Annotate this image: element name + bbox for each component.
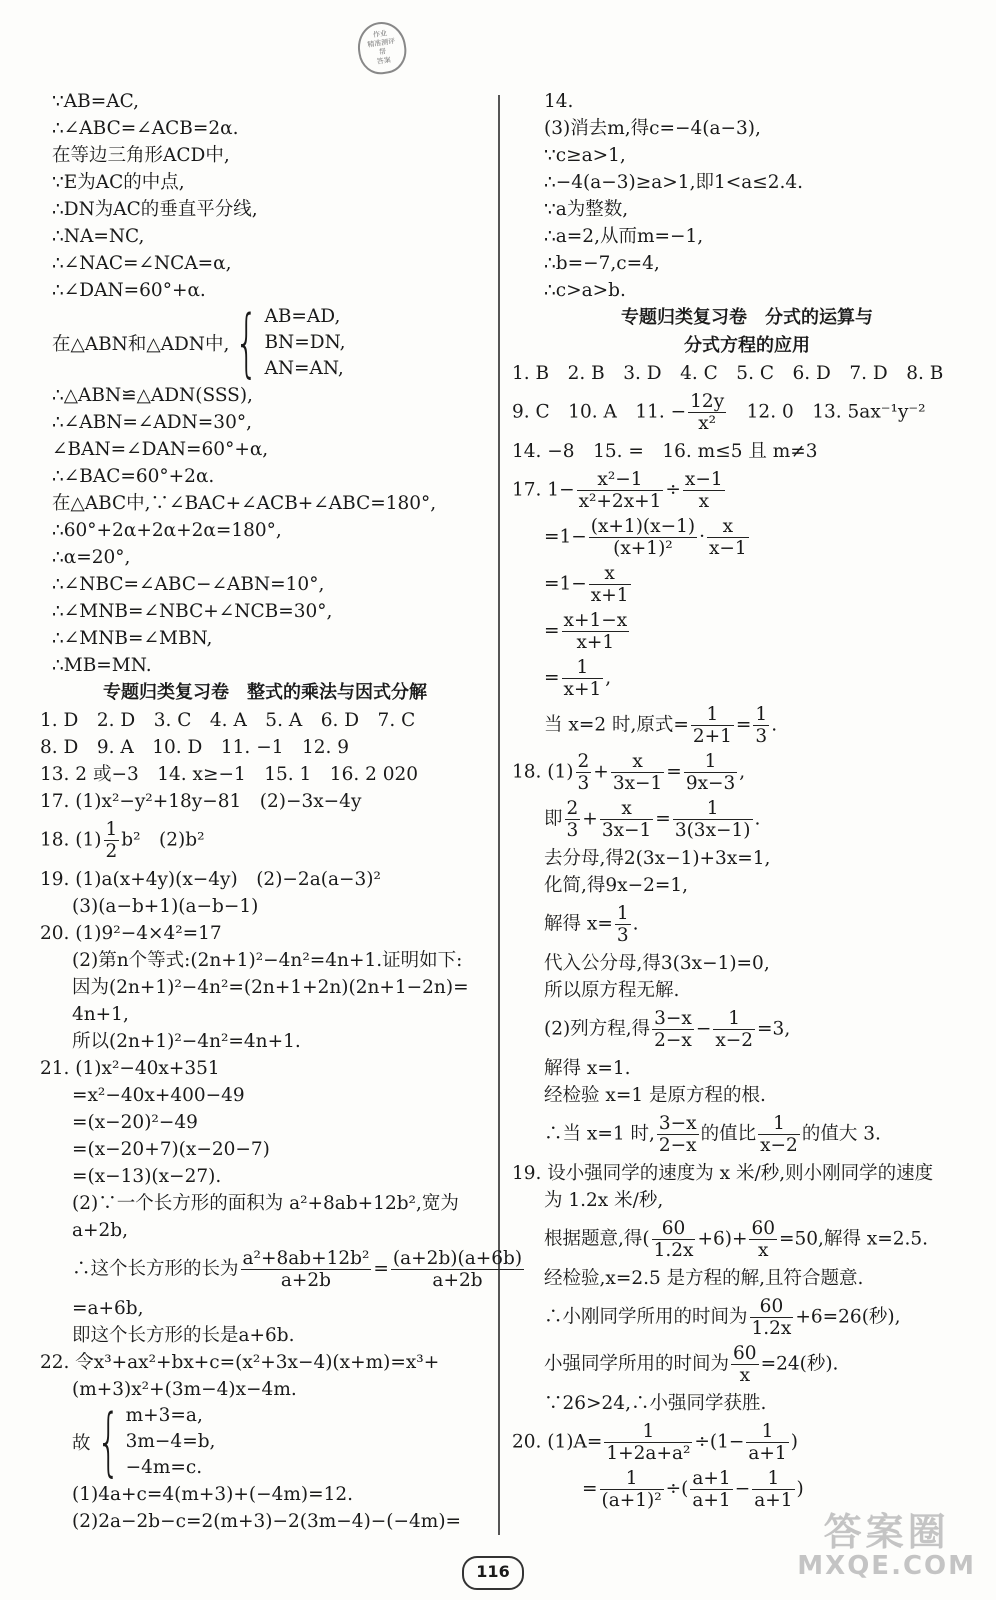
text-line: 19. 设小强同学的速度为 x 米/秒,则小刚同学的速度 bbox=[512, 1163, 934, 1184]
answer-line: 14. −8 15. = 16. m≤5 且 m≠3 bbox=[512, 441, 818, 462]
answer-line: ∵c≥a>1, bbox=[544, 145, 626, 166]
text-line: 为 1.2x 米/秒, bbox=[544, 1190, 664, 1211]
answer-line: 所以(2n+1)²−4n²=4n+1. bbox=[72, 1031, 301, 1052]
answer-line: =(x−13)(x−27). bbox=[72, 1166, 222, 1187]
answer-line: (2)第n个等式:(2n+1)²−4n²=4n+1.证明如下: bbox=[72, 950, 463, 971]
text-line: 所以原方程无解. bbox=[544, 980, 680, 1001]
answer-line: 1. D 2. D 3. C 4. A 5. A 6. D 7. C bbox=[40, 710, 416, 731]
math-line: ∴当 x=1 时, $\frac{3-x}{2-x}$ 的值比 $\frac{1}{x-2}$ 的值大 3. bbox=[544, 1113, 881, 1156]
answer-line: a+2b, bbox=[72, 1220, 129, 1241]
text-line: 在等边三角形ACD中, bbox=[52, 145, 230, 166]
answer-line: 8. D 9. A 10. D 11. −1 12. 9 bbox=[40, 737, 350, 758]
text-line: 去分母,得2(3x−1)+3x=1, bbox=[544, 848, 771, 869]
text-line: ∵E为AC的中点, bbox=[52, 172, 185, 193]
answer-line: 18. (1) $\frac{1}{2}$ b² (2)b² bbox=[40, 819, 205, 862]
text-line: ∴∠ABN=∠ADN=30°, bbox=[52, 412, 252, 433]
answer-line: 1. B 2. B 3. D 4. C 5. C 6. D 7. D 8. B bbox=[512, 363, 944, 384]
text-line: ∴NA=NC, bbox=[52, 226, 145, 247]
fraction: $\frac{(a+2b)(a+6b)}{a+2b}$ bbox=[392, 1248, 523, 1291]
text-line: 解得 x=1. bbox=[544, 1058, 631, 1079]
watermark-logo: 答案圈 MXQE.COM bbox=[797, 1510, 976, 1581]
text-line: ∠BAN=∠DAN=60°+α, bbox=[52, 439, 269, 460]
math-line: 即 $\frac{2}{3}$ + $\frac{x}{3x-1}$ = $\frac{1}{3(3x-1)}$ . bbox=[544, 798, 761, 841]
text-line: ∴60°+2α+2α+2α=180°, bbox=[52, 520, 282, 541]
text-line: ∴∠ABC=∠ACB=2α. bbox=[52, 118, 239, 139]
left-column bbox=[40, 88, 523, 1535]
text-line: ∴α=20°, bbox=[52, 547, 131, 568]
answer-line: ∴c>a>b. bbox=[544, 280, 626, 301]
system-line: AN=AN, bbox=[264, 358, 344, 379]
answer-line: ∴−4(a−3)≥a>1,即1<a≤2.4. bbox=[544, 172, 804, 193]
text-line: ∴∠NAC=∠NCA=α, bbox=[52, 253, 232, 274]
text-line: ∴∠DAN=60°+α. bbox=[52, 280, 206, 301]
text-line: ∴DN为AC的垂直平分线, bbox=[52, 199, 258, 220]
answer-line: =(x−20+7)(x−20−7) bbox=[72, 1139, 270, 1160]
answer-line: (3)消去m,得c=−4(a−3), bbox=[544, 118, 761, 139]
math-line: 小强同学所用的时间为 $\frac{60}{x}$ =24(秒). bbox=[544, 1343, 839, 1386]
system-prefix: 在△ABN和△ADN中, bbox=[52, 334, 230, 355]
right-column bbox=[512, 88, 982, 1515]
math-line: =1− $\frac{x}{x+1}$ bbox=[544, 563, 629, 606]
page-number: 116 bbox=[462, 1556, 524, 1590]
math-line: 当 x=2 时,原式= $\frac{1}{2+1}$ = $\frac{1}{3}$ . bbox=[544, 704, 778, 747]
answer-line: 22. 令x³+ax²+bx+c=(x²+3x−4)(x+m)=x³+ bbox=[40, 1352, 440, 1373]
text-line: 在△ABC中,∵∠BAC+∠ACB+∠ABC=180°, bbox=[52, 493, 437, 514]
fraction: $\frac{1}{2}$ bbox=[105, 819, 118, 862]
math-line: (2)列方程,得 $\frac{3-x}{2-x}$ − $\frac{1}{x-2}$ =3, bbox=[544, 1008, 791, 1051]
answer-line: =a+6b, bbox=[72, 1298, 144, 1319]
answer-line: 17. (1)x²−y²+18y−81 (2)−3x−4y bbox=[40, 791, 362, 812]
text-line: 化简,得9x−2=1, bbox=[544, 875, 689, 896]
brace-icon: { bbox=[235, 300, 259, 386]
answer-line: 即这个长方形的长是a+6b. bbox=[72, 1325, 295, 1346]
brace-icon: { bbox=[96, 1399, 120, 1485]
text-line: ∴∠MNB=∠MBN, bbox=[52, 628, 213, 649]
text-line: ∴∠BAC=60°+2α. bbox=[52, 466, 215, 487]
answer-line: =(x−20)²−49 bbox=[72, 1112, 198, 1133]
math-line: 20. (1)A= $\frac{1}{\text{1+2a+a²}}$ ÷(1− $\frac{1}{a+1}$ ) bbox=[512, 1421, 798, 1464]
math-line: 18. (1) $\frac{2}{3}$ + $\frac{x}{3x-1}$ = $\frac{1}{9x-3}$ , bbox=[512, 751, 746, 794]
answer-line: ∴b=−7,c=4, bbox=[544, 253, 660, 274]
equation-system bbox=[40, 300, 490, 386]
answer-line: ∴这个长方形的长为 $\frac{\text{a²+8ab+12b²}}{a+2b}$ = $\frac{(a+2b)(a+6b)}{a+2b}$ bbox=[72, 1248, 523, 1291]
math-line: = $\frac{1}{\text{(a+1)²}}$ ÷( $\frac{a+1}{a+1}$ − $\frac{1}{a+1}$ ) bbox=[582, 1468, 804, 1511]
text-line: ∵26>24,∴小强同学获胜. bbox=[544, 1393, 767, 1414]
answer-line: 4n+1, bbox=[72, 1004, 129, 1025]
answer-line: 20. (1)9²−4×4²=17 bbox=[40, 923, 222, 944]
text-line: ∴∠NBC=∠ABC−∠ABN=10°, bbox=[52, 574, 325, 595]
answer-line: =x²−40x+400−49 bbox=[72, 1085, 245, 1106]
system-line: BN=DN, bbox=[264, 332, 346, 353]
answer-line: 13. 2 或−3 14. x≥−1 15. 1 16. 2 020 bbox=[40, 764, 419, 785]
text-line: ∴MB=MN. bbox=[52, 655, 152, 676]
text-line: 代入公分母,得3(3x−1)=0, bbox=[544, 953, 770, 974]
answer-line: (m+3)x²+(3m−4)x−4m. bbox=[72, 1379, 297, 1400]
answer-line: 14. bbox=[544, 91, 574, 112]
text-line: ∴∠MNB=∠NBC+∠NCB=30°, bbox=[52, 601, 333, 622]
math-line: 17. 1− $\frac{\text{x²−1}}{\text{x²+2x+1}}$ ÷ $\frac{x-1}{x}$ bbox=[512, 469, 723, 512]
text-line: ∵AB=AC, bbox=[52, 91, 139, 112]
answer-line: 因为(2n+1)²−4n²=(2n+1+2n)(2n+1−2n)= bbox=[72, 977, 469, 998]
text-line: 经检验 x=1 是原方程的根. bbox=[544, 1085, 766, 1106]
fraction: $\frac{\text{a²+8ab+12b²}}{a+2b}$ bbox=[242, 1248, 370, 1291]
answer-line: ∴a=2,从而m=−1, bbox=[544, 226, 704, 247]
math-line: 解得 x= $\frac{1}{3}$ . bbox=[544, 903, 639, 946]
column-divider bbox=[498, 95, 500, 1535]
answer-line: (2)2a−2b−c=2(m+3)−2(3m−4)−(−4m)= bbox=[72, 1511, 462, 1532]
answer-line: (3)(a−b+1)(a−b−1) bbox=[72, 896, 259, 917]
section-title: 专题归类复习卷 整式的乘法与因式分解 bbox=[103, 682, 427, 703]
answer-line: 9. C 10. A 11. − $\frac{12y}{\text{x²}}$ 12. 0 13. 5ax⁻¹y⁻² bbox=[512, 391, 926, 434]
answer-line: (2)∵一个长方形的面积为 a²+8ab+12b²,宽为 bbox=[72, 1193, 459, 1214]
answer-line: 19. (1)a(x+4y)(x−4y) (2)−2a(a−3)² bbox=[40, 869, 381, 890]
text-line: 经检验,x=2.5 是方程的解,且符合题意. bbox=[544, 1268, 864, 1289]
answer-line: 21. (1)x²−40x+351 bbox=[40, 1058, 220, 1079]
math-line: = $\frac{x+1-x}{x+1}$ bbox=[544, 610, 628, 653]
section-title: 专题归类复习卷 分式的运算与 bbox=[621, 307, 873, 328]
system-line: AB=AD, bbox=[264, 306, 341, 327]
section-title: 分式方程的应用 bbox=[684, 335, 810, 356]
math-line: 根据题意,得( $\frac{60}{1.2x}$ +6)+ $\frac{60}{x}$ =50,解得 x=2.5. bbox=[544, 1218, 929, 1261]
math-line: =1− $\frac{(x+1)(x-1)}{\text{(x+1)²}}$ · $\frac{x}{x-1}$ bbox=[544, 516, 747, 559]
equation-system: 故 { m+3=a, 3m−4=b, −4m=c. bbox=[72, 1399, 216, 1485]
math-line: = $\frac{1}{x+1}$ , bbox=[544, 657, 612, 700]
text-line: ∴△ABN≌△ADN(SSS), bbox=[52, 385, 253, 406]
answer-line: ∵a为整数, bbox=[544, 199, 629, 220]
stamp-logo: 作业 精准测评 帮 答案 bbox=[355, 19, 410, 77]
answer-line: (1)4a+c=4(m+3)+(−4m)=12. bbox=[72, 1484, 354, 1505]
math-line: ∴小刚同学所用的时间为 $\frac{60}{1.2x}$ +6=26(秒), bbox=[544, 1296, 901, 1339]
